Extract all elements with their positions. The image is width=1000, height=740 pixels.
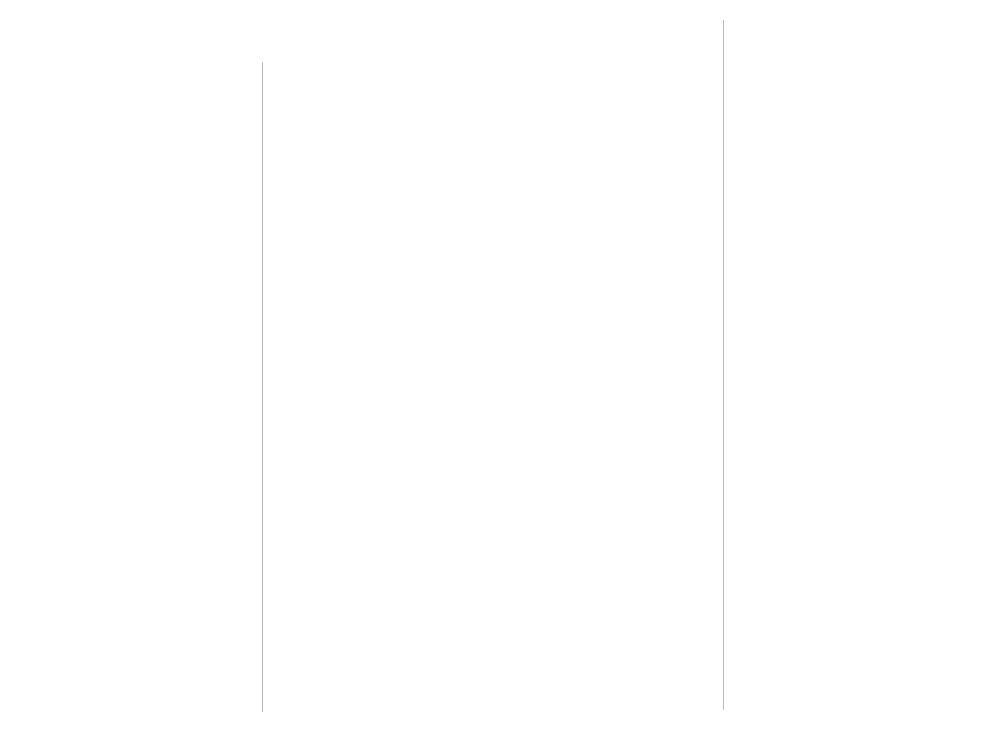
right-page — [500, 0, 1000, 740]
column-divider — [723, 20, 724, 710]
column-divider — [262, 62, 263, 712]
